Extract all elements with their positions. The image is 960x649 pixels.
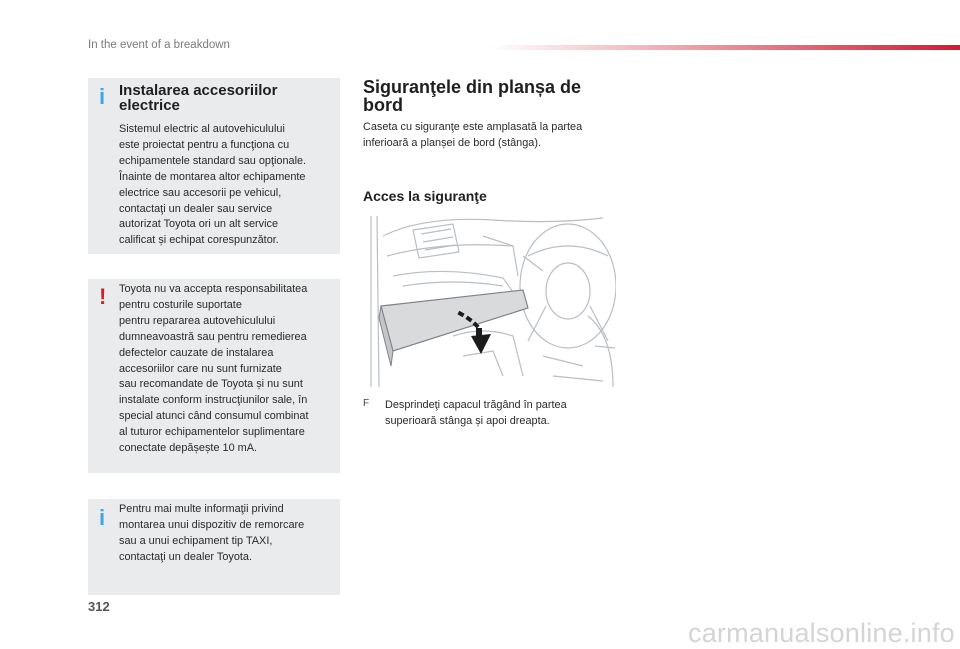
warning-icon: ! <box>99 284 107 309</box>
header-accent-bar <box>490 45 960 50</box>
warning-box-responsibility <box>88 279 340 473</box>
info-box-accessories <box>88 78 340 254</box>
page-number: 312 <box>88 599 110 614</box>
towing-body: Pentru mai multe informaţii privind montarea unui dispozitiv de remorcare sau a unui echipament tip TAXI, contactaţi un dealer Toyota. <box>119 503 305 563</box>
intro-paragraph: Caseta cu siguranţe este amplasată la partea inferioară a planșei de bord (stânga). <box>363 121 583 149</box>
instruction-text: Desprindeţi capacul trăgând în partea superioară stânga și apoi dreapta. <box>385 399 567 427</box>
info-icon: i <box>99 505 106 530</box>
watermark: carmanualsonline.info <box>688 618 955 648</box>
warning-body: Toyota nu va accepta responsabilitatea pentru costurile suportate pentru repararea autovehiculului dumneavoastră sau pentru remedierea defectelor cauzate de instalarea accesoriilor care nu sunt furnizate sau recomandate de Toyota și nu sunt instalate conform instrucţiunilor sale, în special atunci când consumul combinat al tuturor echipamentelor suplimentare conectate depășește 10 mA. <box>119 283 309 455</box>
bullet-marker: F <box>363 398 370 409</box>
section-title: In the event of a breakdown <box>88 39 230 51</box>
dashboard-fusebox-illustration <box>363 216 616 387</box>
dashboard-drawing <box>363 216 616 387</box>
page-heading: Siguranţele din planșa de bord <box>363 77 582 115</box>
info-icon: i <box>99 84 106 109</box>
accessories-body: Sistemul electric al autovehiculului este proiectat pentru a funcţiona cu echipamentele standard sau opţionale. Înainte de montarea altor echipamente electrice sau accesorii pe vehicul, contactaţi un dealer sau service autorizat Toyota ori un alt service calificat și echipat corespunzător. <box>119 123 307 247</box>
info-box-towing <box>88 499 340 595</box>
subheading-fuse-access: Acces la siguranţe <box>363 188 487 204</box>
accessories-title: Instalarea accesoriilor electrice <box>119 82 278 114</box>
